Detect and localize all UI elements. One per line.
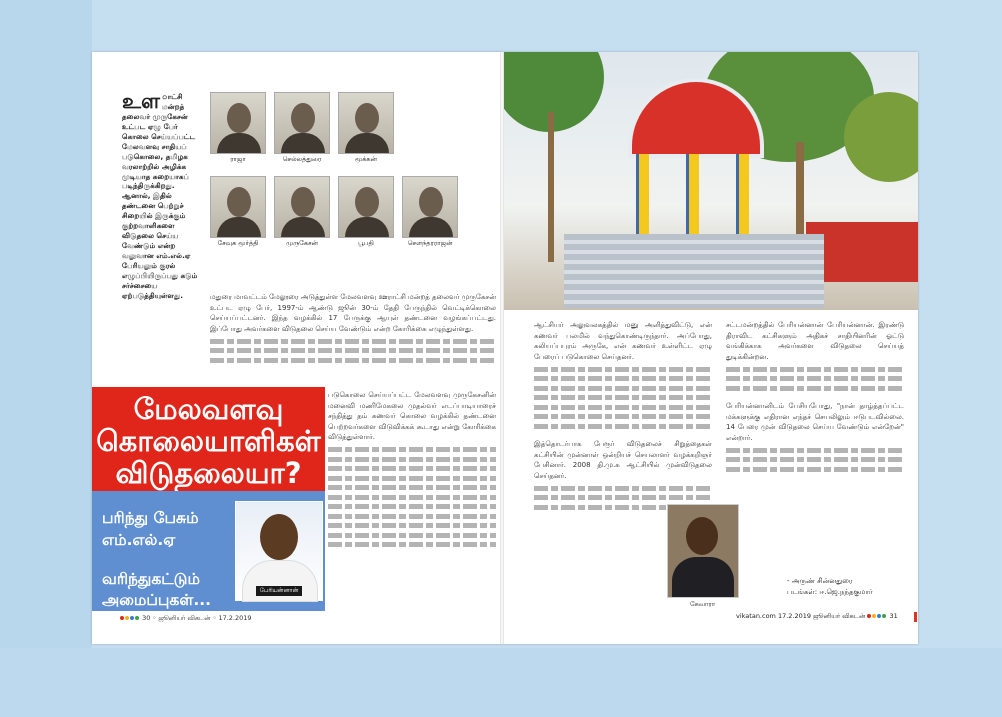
victim-name: மூக்கன் <box>355 155 377 163</box>
victim-name: சௌந்தரராஜன் <box>407 239 453 247</box>
lawyer-caption: கேவாரா <box>690 600 716 608</box>
headline <box>92 387 325 491</box>
article-column <box>210 292 496 367</box>
victim-name: செல்லத்துரை <box>282 155 322 163</box>
victim-name: சேவுக மூர்த்தி <box>217 239 259 247</box>
headline-line: கொலையாளிகள் <box>96 424 321 458</box>
article-paragraph: படுகொலை செய்யப்பட்ட மேலவளவு முருகேசனின் மனைவி மணிமேகலை முதல்வர் எடப்பாடியாரைச் சந்தித்து தம் கணவர் கொலை வழக்கில் தண்டனை பெற்றவர்களை விடுவிக்கக் கூடாது என்று கோரிக்கை விடுத்துள்ளார். <box>328 391 496 441</box>
article-paragraph: பேரியன்னானிடம் பேசியபோது, "நான் தாழ்த்தப்பட்ட மக்களுக்கு எதிரான எந்தச் செயலிலும் ஈடுபடவில்லை. 14 பேரை முன் விடுதலை செய்ய வேண்டும் என்றேன்" என்றார். <box>726 402 904 442</box>
victim-photo <box>210 176 266 246</box>
lawyer-portrait <box>667 504 739 598</box>
intro-dropcap: உள <box>122 89 161 113</box>
article-paragraph: சட்டமன்றத்தில் பேரியன்னான் பேரியன்னான். இரண்டு திராவிட கட்சிகளும் அதிகச் சாதியினரின் ஓட்டு வங்கிக்காக அவர்களை விடுதலை செய்யத் துடிக்கின்றன. <box>726 321 904 361</box>
victim-photo <box>402 176 458 246</box>
page-marker <box>914 612 917 622</box>
victim-photo <box>338 92 394 162</box>
headline-line: விடுதலையா? <box>115 456 302 490</box>
page-footer-right: vikatan.com 17.2.2019 ஜூனியர் விகடன் 31 <box>736 612 898 620</box>
article-paragraph: இத்தொடர்பாக பேரூர் விடுதலைச் சிறுத்தைகள் கட்சியின் முன்னாள் ஒன்றியச் செயலாளர் வழக்கறிஞர் பேசினார். 2008 தி.மு.க ஆட்சியில் முன்விடுதலை செய்தனர். <box>534 440 712 480</box>
victim-name: முருகேசன் <box>286 239 318 247</box>
magazine-spread <box>92 52 918 644</box>
background-stripe-left <box>0 0 92 717</box>
mla-portrait <box>235 501 323 601</box>
article-column <box>534 320 712 514</box>
article-paragraph: ஆட்சியர் அலுவலகத்தில் மனு அளித்துவிட்டு, என் கணவர் பலமில் வந்துகொண்டிருந்தார். அப்போது, கலியப்பபுரம் அருகே, என் கணவர் உள்ளிட்ட ஏழு பேரைப் படுகொலை செய்தனர். <box>534 321 712 361</box>
victim-photo <box>274 92 330 162</box>
page-number: 31 <box>889 612 898 620</box>
victim-photo <box>210 92 266 162</box>
subhead-top: பரிந்து பேசும் எம்.எல்.ஏ <box>102 509 199 549</box>
intro-text <box>122 89 204 301</box>
left-page <box>92 52 500 644</box>
subhead-panel <box>92 491 325 611</box>
victim-photo-grid <box>210 92 500 292</box>
victim-name: ராஜா <box>230 155 246 163</box>
subhead-bottom: வரிந்துகட்டும் அமைப்புகள்... <box>102 570 211 609</box>
article-column <box>726 320 904 476</box>
footer-dots-icon <box>120 614 142 622</box>
byline-photo: படங்கள்: ஈ.ஜெ.நந்தகுமார் <box>787 588 873 597</box>
victim-photo <box>274 176 330 246</box>
headline-line: மேலவளவு <box>133 392 284 426</box>
byline <box>787 576 873 598</box>
article-column <box>328 390 496 552</box>
memorial-sign <box>662 96 732 112</box>
right-page <box>504 52 918 644</box>
background-stripe-bottom <box>0 648 1002 717</box>
victim-photo <box>338 176 394 246</box>
portrait-caption: பேரியன்னான் <box>256 586 302 596</box>
page-footer-left: 30 ◦ ஜூனியர் விகடன் ◦ 17.2.2019 <box>120 614 252 623</box>
footer-dots-icon <box>867 612 889 620</box>
article-paragraph: மதுரை மாவட்டம் மேலூரை அடுத்துள்ள மேலவளவு ஊராட்சி மன்றத் தலைவர் முருகேசன் உட்பட ஏழு பேர், 1997-ம் ஆண்டு ஜூன் 30-ம் தேதி பேருந்தில் வெட்டிக்கொலை செய்யப்பட்டனர். இந்த வழக்கில் 17 பேருக்கு ஆயுள் தண்டனை வழங்கப்பட்டது. இப்போது அவர்களை விடுதலை செய்ய வேண்டும் என்ற கோரிக்கை எழுந்துள்ளது. <box>210 293 496 333</box>
intro-body: ாட்சி மன்றத் தலைவர் முருகேசன் உட்பட ஏழு பேர் கொலை செய்யப்பட்ட மேலவளவு சாதியப் படுகொலை, தமிழக வரலாற்றில் அழிக்க முடியாத கறையாகப் படிந்திருக்கிறது. ஆனால், இதில் தண்டனை பெற்றுச் சிறையில் இருக்கும் குற்றவாளிகளை விடுதலை செய்ய வேண்டும் என்ற வலுவான எம்.எல்.ஏ பேரியலும் குரல் எழுப்பியிருப்பது கடும் சர்ச்சையை ஏற்படுத்தியுள்ளது. <box>122 92 198 300</box>
memorial-photo <box>504 52 918 310</box>
byline-author: - அருண் சின்னதுரை <box>787 577 853 585</box>
victim-name: பூபதி <box>358 239 374 247</box>
